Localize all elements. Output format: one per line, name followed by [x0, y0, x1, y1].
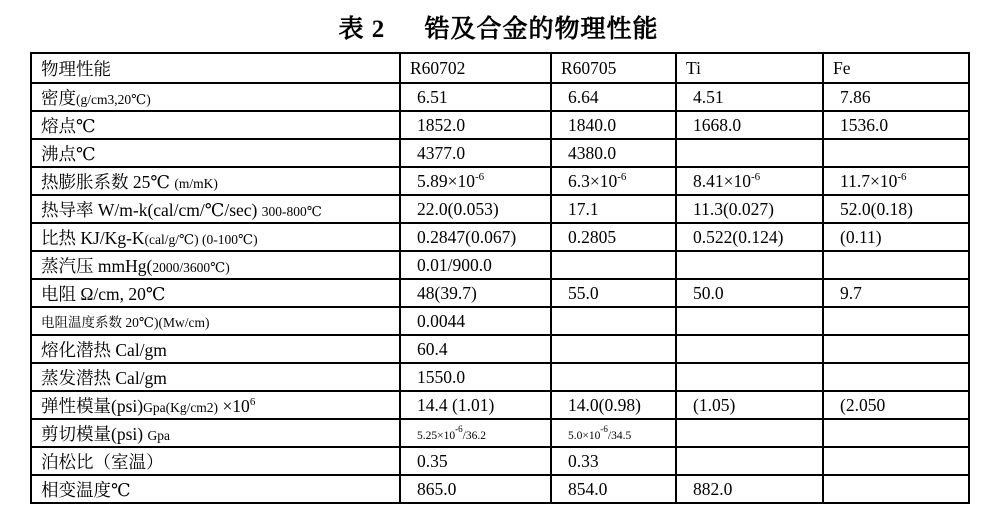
- text-segment: 熔化潜热 Cal/gm: [41, 339, 167, 360]
- table-row: [31, 139, 969, 167]
- table-title: [0, 0, 997, 45]
- cell-value: [551, 335, 676, 363]
- text-segment: 14.4 (1.01): [417, 394, 495, 415]
- cell-value: [400, 167, 551, 195]
- table-row: [31, 279, 969, 307]
- text-segment: 蒸发潜热 Cal/gm: [41, 367, 167, 388]
- row-label: [31, 83, 400, 111]
- text-segment: ): [225, 259, 230, 275]
- cell-value: [400, 279, 551, 307]
- cell-value: [551, 475, 676, 503]
- text-segment: 电阻 Ω/cm, 20℃: [41, 283, 166, 304]
- row-label: [31, 195, 400, 223]
- column-header: R60705: [551, 53, 676, 83]
- row-label: [31, 447, 400, 475]
- cell-value: [823, 223, 969, 251]
- text-segment: 0.0044: [417, 310, 466, 331]
- text-segment: 6.64: [568, 86, 599, 107]
- table-number: 表 2: [338, 16, 386, 43]
- cell-value: [676, 139, 823, 167]
- text-segment: 4.51: [693, 86, 724, 107]
- row-label: [31, 251, 400, 279]
- table-row: [31, 223, 969, 251]
- text-segment: 60.4: [417, 338, 448, 359]
- text-segment: Gpa: [147, 427, 170, 443]
- cell-value: [676, 475, 823, 503]
- row-label: [31, 363, 400, 391]
- cell-value: [676, 335, 823, 363]
- cell-value: [676, 195, 823, 223]
- text-segment: 11.7×10: [840, 170, 898, 191]
- text-segment: (cal/g/℃) (0-100℃): [144, 231, 258, 247]
- text-segment: 55.0: [568, 282, 599, 303]
- cell-value: [823, 363, 969, 391]
- text-segment: 9.7: [840, 282, 862, 303]
- text-segment: ×10: [218, 395, 250, 416]
- table-row: [31, 363, 969, 391]
- cell-value: [676, 363, 823, 391]
- cell-value: [676, 391, 823, 419]
- cell-value: [551, 363, 676, 391]
- cell-value: [676, 223, 823, 251]
- text-segment: 密度: [41, 87, 76, 108]
- text-segment: 854.0: [568, 478, 608, 499]
- row-label: [31, 335, 400, 363]
- cell-value: [823, 419, 969, 447]
- cell-value: [551, 167, 676, 195]
- text-segment: 865.0: [417, 478, 457, 499]
- cell-value: [676, 447, 823, 475]
- text-segment: 4377.0: [417, 142, 466, 163]
- cell-value: [551, 83, 676, 111]
- text-segment: 1536.0: [840, 114, 889, 135]
- column-header: Ti: [676, 53, 823, 83]
- cell-value: [551, 139, 676, 167]
- text-segment: 熔点℃: [41, 115, 96, 136]
- text-segment: 6.51: [417, 86, 448, 107]
- text-segment: 相变温度℃: [41, 479, 131, 500]
- text-segment: 8.41×10: [693, 170, 751, 191]
- text-segment: 0.522(0.124): [693, 226, 784, 247]
- cell-value: [551, 251, 676, 279]
- cell-value: [676, 83, 823, 111]
- cell-value: [551, 447, 676, 475]
- text-segment: 0.2847(0.067): [417, 226, 517, 247]
- cell-value: [823, 447, 969, 475]
- text-segment: 50.0: [693, 282, 724, 303]
- cell-value: [823, 475, 969, 503]
- text-segment: (0.11): [840, 226, 882, 247]
- table-row: [31, 419, 969, 447]
- column-header: 物理性能: [31, 53, 400, 83]
- text-segment: 热导率 W/m-k(cal/cm/℃/sec): [41, 199, 262, 220]
- text-segment: (g/cm3,20℃): [76, 91, 151, 107]
- text-segment: Gpa(Kg/cm2): [143, 399, 219, 415]
- row-label: [31, 391, 400, 419]
- table-row: [31, 167, 969, 195]
- cell-value: [823, 139, 969, 167]
- table-row: [31, 391, 969, 419]
- text-segment: 6.3×10: [568, 170, 618, 191]
- cell-value: [400, 391, 551, 419]
- text-segment: 0.33: [568, 450, 599, 471]
- text-segment: -6: [897, 170, 907, 183]
- table-row: [31, 447, 969, 475]
- text-segment: 22.0(0.053): [417, 198, 499, 219]
- text-segment: 0.2805: [568, 226, 617, 247]
- text-segment: 1550.0: [417, 366, 466, 387]
- text-segment: 弹性模量(psi): [41, 395, 144, 416]
- table-row: [31, 195, 969, 223]
- text-segment: 泊松比（室温）: [41, 451, 164, 472]
- cell-value: [400, 363, 551, 391]
- text-segment: 1840.0: [568, 114, 617, 135]
- text-segment: -6: [455, 423, 463, 434]
- cell-value: [823, 307, 969, 335]
- cell-value: [823, 251, 969, 279]
- text-segment: 7.86: [840, 86, 871, 107]
- cell-value: [400, 195, 551, 223]
- text-segment: (m/mK): [174, 175, 218, 191]
- text-segment: 蒸汽压 mmHg(: [41, 255, 153, 276]
- text-segment: 2000/3600℃: [152, 259, 226, 275]
- text-segment: /34.5: [607, 429, 632, 442]
- row-label: [31, 111, 400, 139]
- cell-value: [400, 447, 551, 475]
- text-segment: 剪切模量(psi): [41, 423, 148, 444]
- text-segment: 17.1: [568, 198, 599, 219]
- cell-value: [823, 391, 969, 419]
- text-segment: 0.01/900.0: [417, 254, 492, 275]
- text-segment: 48(39.7): [417, 282, 477, 303]
- text-segment: 882.0: [693, 478, 733, 499]
- cell-value: [823, 83, 969, 111]
- table-row: [31, 111, 969, 139]
- row-label: [31, 139, 400, 167]
- cell-value: [551, 111, 676, 139]
- text-segment: 5.25×10: [417, 429, 456, 442]
- cell-value: [400, 475, 551, 503]
- cell-value: [823, 279, 969, 307]
- text-segment: 比热 KJ/Kg-K: [41, 227, 145, 248]
- cell-value: [823, 111, 969, 139]
- cell-value: [400, 111, 551, 139]
- text-segment: -6: [617, 170, 627, 183]
- cell-value: [551, 223, 676, 251]
- text-segment: 5.89×10: [417, 170, 475, 191]
- row-label: [31, 475, 400, 503]
- text-segment: 4380.0: [568, 142, 617, 163]
- row-label: [31, 167, 400, 195]
- text-segment: 6: [249, 395, 256, 408]
- cell-value: [551, 195, 676, 223]
- cell-value: [400, 139, 551, 167]
- row-label: [31, 419, 400, 447]
- cell-value: [676, 251, 823, 279]
- text-segment: (1.05): [693, 394, 736, 415]
- table-header-row: [31, 53, 969, 83]
- cell-value: [551, 391, 676, 419]
- column-header: Fe: [823, 53, 969, 83]
- text-segment: 14.0(0.98): [568, 394, 641, 415]
- cell-value: [400, 307, 551, 335]
- cell-value: [400, 251, 551, 279]
- text-segment: (2.050: [840, 394, 886, 415]
- cell-value: [676, 111, 823, 139]
- text-segment: 热膨胀系数 25℃: [41, 171, 175, 192]
- text-segment: 1852.0: [417, 114, 466, 135]
- text-segment: -6: [600, 423, 608, 434]
- text-segment: 5.0×10: [568, 429, 601, 442]
- properties-table: [30, 52, 970, 504]
- cell-value: [400, 419, 551, 447]
- cell-value: [676, 419, 823, 447]
- column-header: R60702: [400, 53, 551, 83]
- text-segment: 1668.0: [693, 114, 742, 135]
- cell-value: [400, 83, 551, 111]
- cell-value: [551, 279, 676, 307]
- cell-value: [823, 335, 969, 363]
- table-row: [31, 335, 969, 363]
- cell-value: [551, 419, 676, 447]
- cell-value: [551, 307, 676, 335]
- table-row: [31, 307, 969, 335]
- cell-value: [823, 167, 969, 195]
- cell-value: [400, 335, 551, 363]
- text-segment: 0.35: [417, 450, 448, 471]
- table-row: [31, 251, 969, 279]
- text-segment: 电阻温度系数 20℃)(Mw/cm): [41, 314, 210, 330]
- text-segment: -6: [751, 170, 761, 183]
- cell-value: [400, 223, 551, 251]
- row-label: [31, 307, 400, 335]
- text-segment: -6: [475, 170, 485, 183]
- text-segment: 11.3(0.027): [693, 198, 775, 219]
- text-segment: 300-800℃: [261, 203, 322, 219]
- text-segment: /36.2: [462, 429, 486, 442]
- table-row: [31, 83, 969, 111]
- table-row: [31, 475, 969, 503]
- table-title-text: 锆及合金的物理性能: [424, 16, 659, 43]
- text-segment: 沸点℃: [41, 143, 96, 164]
- cell-value: [676, 279, 823, 307]
- row-label: [31, 223, 400, 251]
- cell-value: [676, 307, 823, 335]
- cell-value: [676, 167, 823, 195]
- row-label: [31, 279, 400, 307]
- cell-value: [823, 195, 969, 223]
- text-segment: 52.0(0.18): [840, 198, 913, 219]
